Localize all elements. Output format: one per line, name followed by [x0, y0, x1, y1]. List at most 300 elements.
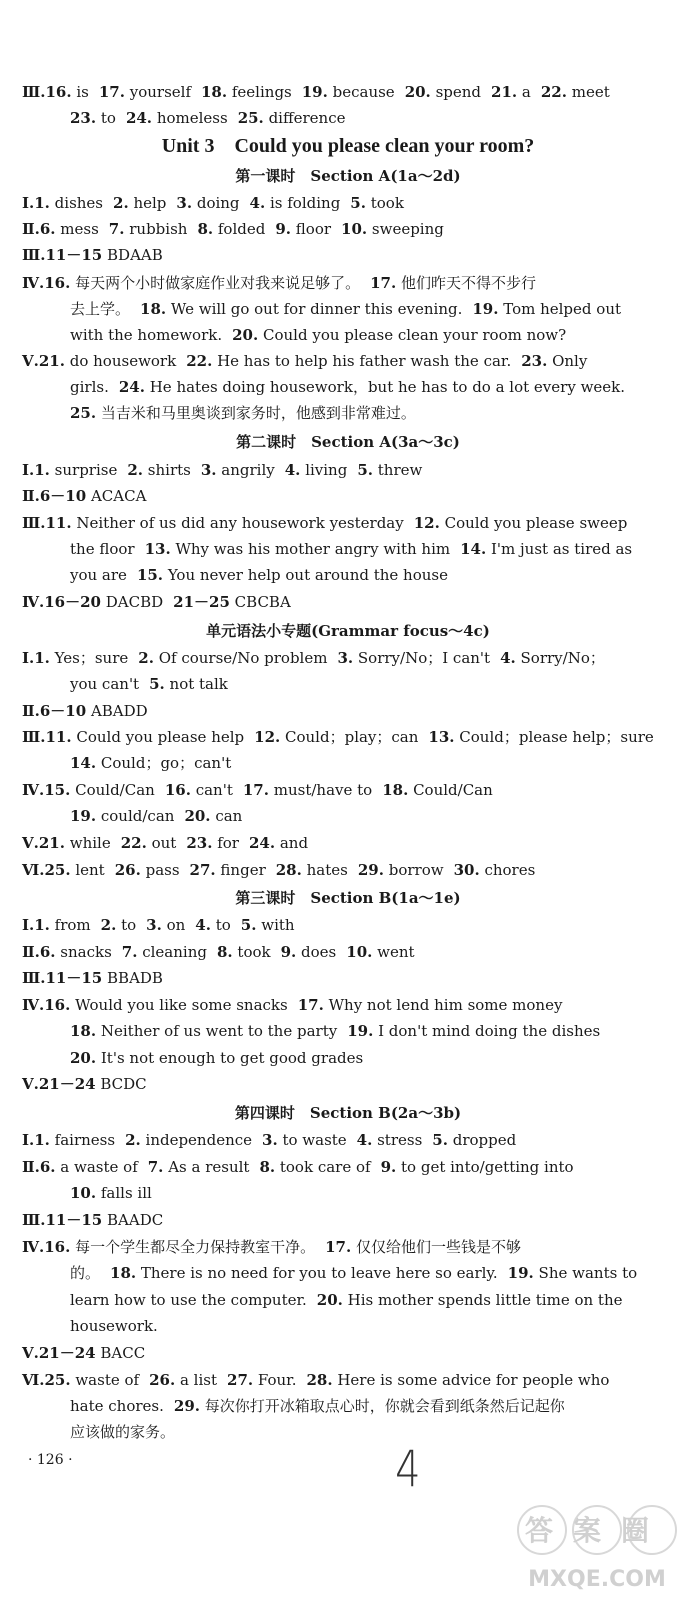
- answer-item: [306, 1371, 609, 1389]
- item-number: 10.: [341, 220, 368, 238]
- item-number: 17.: [370, 274, 397, 292]
- item-answer: doing: [192, 194, 240, 212]
- answer-line: [70, 1396, 696, 1416]
- item-number: 8.: [216, 943, 233, 961]
- answer-line: [70, 1316, 696, 1336]
- item-number: 27.: [189, 861, 216, 879]
- item-number: 3.: [200, 461, 217, 479]
- answer-item: [22, 969, 163, 987]
- item-number: 7.: [108, 220, 125, 238]
- item-answer: Here is some advice for people who: [332, 1371, 610, 1389]
- answer-item: [22, 514, 404, 532]
- answer-item: [70, 1291, 307, 1309]
- answer-item: [119, 378, 625, 396]
- item-answer: not talk: [164, 675, 228, 693]
- answer-item: [201, 461, 275, 479]
- item-answer: took: [232, 943, 271, 961]
- item-number: 19.: [70, 807, 97, 825]
- item-number: Ⅵ.25.: [22, 861, 71, 879]
- item-answer: Sorry/No；I can't: [353, 649, 491, 667]
- answer-item: [121, 834, 177, 852]
- item-number: 26.: [149, 1371, 176, 1389]
- answer-item: [186, 834, 239, 852]
- section-heading: 单元语法小专题(Grammar focus～4c): [206, 622, 490, 640]
- item-answer: Only: [547, 352, 588, 370]
- item-answer: mess: [55, 220, 99, 238]
- item-number: Ⅲ.11.: [22, 728, 72, 746]
- item-answer: fairness: [49, 1131, 116, 1149]
- answer-item: [22, 834, 111, 852]
- item-answer: Why not lend him some money: [323, 996, 563, 1014]
- item-answer: BAADC: [102, 1211, 164, 1229]
- answer-item: [521, 352, 587, 370]
- item-number: Ⅳ.16－20: [22, 593, 101, 611]
- answer-item: [298, 996, 563, 1014]
- item-answer: threw: [373, 461, 423, 479]
- answer-item: [22, 487, 146, 505]
- item-number: Ⅲ.11－15: [22, 1211, 103, 1229]
- answer-item: [238, 109, 346, 127]
- answer-line: [22, 1210, 672, 1230]
- answer-item: [276, 861, 348, 879]
- answer-item: [174, 1397, 565, 1415]
- answer-item: [173, 593, 291, 611]
- answer-item: [122, 943, 207, 961]
- item-number: 4.: [284, 461, 301, 479]
- answer-item: [432, 1131, 516, 1149]
- answer-item: [140, 300, 462, 318]
- item-number: Ⅰ.1.: [22, 649, 50, 667]
- answer-item: [145, 540, 451, 558]
- item-answer: Tom helped out: [498, 300, 622, 318]
- item-number: Ⅱ.6.: [22, 220, 56, 238]
- item-answer: Could；go；can't: [96, 754, 232, 772]
- answer-line: [22, 942, 672, 962]
- item-number: 28.: [306, 1371, 333, 1389]
- answer-line: [22, 245, 672, 265]
- item-number: 3.: [262, 1131, 278, 1149]
- answer-item: [254, 728, 418, 746]
- item-answer: BBADB: [102, 969, 163, 987]
- answer-item: [22, 728, 244, 746]
- answer-item: [201, 83, 292, 101]
- answer-line: [22, 1370, 672, 1390]
- answer-item: [302, 83, 395, 101]
- watermark-bottom-text: MXQE.COM: [528, 1567, 666, 1592]
- answer-line: [22, 460, 672, 480]
- answer-item: [110, 1264, 498, 1282]
- watermark-top-text: 答案圈: [524, 1514, 670, 1547]
- item-number: Ⅱ.6－10: [22, 702, 87, 720]
- item-answer: surprise: [49, 461, 118, 479]
- answer-item: [70, 1049, 363, 1067]
- item-number: 22.: [120, 834, 147, 852]
- answer-line: [22, 780, 672, 800]
- item-answer: can't: [190, 781, 233, 799]
- item-number: 3.: [176, 194, 193, 212]
- item-number: 18.: [201, 83, 228, 101]
- answer-item: [428, 728, 653, 746]
- item-number: Ⅳ.16.: [22, 274, 71, 292]
- item-answer: you can't: [70, 675, 140, 693]
- item-answer: Of course/No problem: [153, 649, 328, 667]
- answer-item: [22, 916, 91, 934]
- item-number: 18.: [70, 1022, 97, 1040]
- item-number: 21.: [491, 83, 518, 101]
- item-number: 23.: [186, 834, 213, 852]
- item-answer: I don't mind doing the dishes: [373, 1022, 601, 1040]
- item-number: 17.: [297, 996, 324, 1014]
- item-answer: There is no need for you to leave here so early.: [136, 1264, 498, 1282]
- item-answer: Neither of us went to the party: [96, 1022, 338, 1040]
- item-answer: dropped: [447, 1131, 517, 1149]
- answer-line: [22, 351, 672, 371]
- answer-item: [241, 916, 295, 934]
- answer-item: [22, 649, 128, 667]
- answer-line: [70, 674, 696, 694]
- answer-item: [22, 194, 103, 212]
- item-answer: you are: [70, 566, 127, 584]
- item-answer: difference: [263, 109, 346, 127]
- page-number: · 126 ·: [28, 1452, 73, 1468]
- item-answer: spend: [430, 83, 482, 101]
- item-number: 5.: [357, 461, 373, 479]
- item-number: 20.: [70, 1049, 97, 1067]
- answer-item: [22, 274, 360, 292]
- item-number: 8.: [259, 1158, 276, 1176]
- item-number: 5.: [350, 194, 366, 212]
- answer-line: [22, 486, 672, 506]
- answer-line: [70, 565, 696, 585]
- item-answer: sweeping: [367, 220, 444, 238]
- answer-line: [22, 513, 672, 533]
- item-number: 20.: [232, 326, 259, 344]
- item-number: 15.: [136, 566, 164, 584]
- item-number: Ⅱ.6.: [22, 943, 56, 961]
- item-number: Ⅴ.21－24: [22, 1344, 96, 1362]
- item-number: Ⅰ.1.: [22, 1131, 50, 1149]
- item-answer: BDAAB: [102, 246, 163, 264]
- section-heading: 第一课时 Section A(1a～2d): [235, 167, 461, 185]
- answer-item: [176, 194, 239, 212]
- item-number: 2.: [100, 916, 117, 934]
- answer-item: [22, 1211, 163, 1229]
- item-number: Ⅳ.16.: [22, 1238, 71, 1256]
- item-number: 25.: [70, 404, 97, 422]
- item-answer: CBCBA: [229, 593, 291, 611]
- item-number: 4.: [195, 916, 211, 934]
- answer-item: [70, 404, 416, 422]
- item-answer: 每天两个小时做家庭作业对我来说足够了。: [70, 274, 361, 292]
- item-number: Ⅱ.6.: [22, 1158, 56, 1176]
- answer-item: [149, 675, 228, 693]
- item-answer: Four.: [253, 1371, 297, 1389]
- answer-item: [22, 246, 163, 264]
- item-answer: angrily: [216, 461, 275, 479]
- answer-item: [500, 649, 605, 667]
- item-answer: lent: [70, 861, 105, 879]
- item-number: 30.: [453, 861, 480, 879]
- item-number: 24.: [118, 378, 145, 396]
- item-answer: pass: [140, 861, 180, 879]
- item-answer: ACACA: [86, 487, 147, 505]
- item-number: 10.: [346, 943, 373, 961]
- item-number: 19.: [507, 1264, 534, 1282]
- answer-line: [22, 1237, 672, 1257]
- item-number: 16.: [164, 781, 191, 799]
- answer-item: [358, 861, 444, 879]
- item-number: Ⅰ.1.: [22, 461, 50, 479]
- answer-line: [70, 108, 696, 128]
- item-number: Ⅵ.25.: [22, 1371, 71, 1389]
- answer-item: [70, 754, 231, 772]
- answer-line: [22, 915, 672, 935]
- item-number: 3.: [337, 649, 354, 667]
- answer-item: [149, 1371, 217, 1389]
- answer-item: [491, 83, 531, 101]
- item-number: 7.: [121, 943, 138, 961]
- item-answer: Could you please sweep: [439, 514, 628, 532]
- answer-item: [70, 1423, 175, 1441]
- answer-item: [70, 675, 139, 693]
- item-number: 29.: [357, 861, 384, 879]
- answer-item: [184, 807, 242, 825]
- item-number: 24.: [248, 834, 276, 852]
- answer-item: [405, 83, 481, 101]
- item-answer: took: [365, 194, 404, 212]
- item-number: 22.: [186, 352, 213, 370]
- answer-item: [109, 220, 188, 238]
- answer-item: [259, 1158, 370, 1176]
- item-number: 7.: [147, 1158, 164, 1176]
- answer-line: [70, 299, 696, 319]
- answer-item: [217, 943, 271, 961]
- item-answer: Could；please help；sure: [454, 728, 654, 746]
- watermark-logo: [502, 1502, 692, 1594]
- item-answer: Neither of us did any housework yesterday: [71, 514, 404, 532]
- answer-line: [70, 1021, 696, 1041]
- item-number: 18.: [110, 1264, 137, 1282]
- item-number: Ⅳ.15.: [22, 781, 71, 799]
- answer-item: [346, 943, 414, 961]
- answer-item: [317, 1291, 623, 1309]
- item-answer: learn how to use the computer.: [70, 1291, 307, 1309]
- answer-item: [70, 1184, 152, 1202]
- answer-line: [22, 1130, 672, 1150]
- answer-item: [460, 540, 632, 558]
- answer-line: [22, 273, 672, 293]
- item-number: 12.: [254, 728, 281, 746]
- answer-line: [22, 968, 672, 988]
- item-number: Ⅲ.11－15: [22, 246, 103, 264]
- item-answer: As a result: [163, 1158, 250, 1176]
- item-number: 13.: [144, 540, 171, 558]
- answer-item: [285, 461, 348, 479]
- answer-item: [70, 300, 130, 318]
- item-number: 19.: [472, 300, 499, 318]
- item-number: 2.: [127, 461, 144, 479]
- item-answer: 去上学。: [70, 300, 131, 318]
- answer-line: [22, 193, 672, 213]
- answer-line: [70, 377, 696, 397]
- item-number: 20.: [316, 1291, 343, 1309]
- answer-item: [70, 109, 116, 127]
- item-number: 3.: [146, 916, 162, 934]
- section-heading: 第三课时 Section B(1a～1e): [235, 889, 461, 907]
- answer-item: [357, 1131, 423, 1149]
- item-answer: Could；play；can: [280, 728, 419, 746]
- item-answer: with: [256, 916, 295, 934]
- answer-item: [22, 861, 105, 879]
- item-answer: 每次你打开冰箱取点心时，你就会看到纸条然后记起你: [200, 1397, 565, 1415]
- answer-line: [70, 1263, 696, 1283]
- item-answer: because: [327, 83, 395, 101]
- answer-item: [325, 1238, 521, 1256]
- item-answer: You never help out around the house: [163, 566, 448, 584]
- item-answer: folded: [213, 220, 266, 238]
- item-answer: does: [296, 943, 337, 961]
- answer-item: [243, 781, 372, 799]
- answer-item: [414, 514, 628, 532]
- answer-line: [22, 1157, 672, 1177]
- item-number: 28.: [275, 861, 302, 879]
- answer-line: [70, 1422, 696, 1442]
- item-answer: hates: [301, 861, 348, 879]
- item-answer: is folding: [265, 194, 341, 212]
- answer-line: [70, 806, 696, 826]
- item-answer: BACC: [95, 1344, 146, 1362]
- answer-item: [22, 83, 89, 101]
- item-number: Ⅳ.16.: [22, 996, 71, 1014]
- answer-line: [22, 1074, 672, 1094]
- answer-item: [126, 109, 228, 127]
- item-answer: 当吉米和马里奥谈到家务时，他感到非常难过。: [96, 404, 416, 422]
- section-heading: 第二课时 Section A(3a～3c): [236, 433, 460, 451]
- answer-item: [137, 566, 448, 584]
- item-answer: rubbish: [124, 220, 188, 238]
- answer-item: [337, 649, 490, 667]
- item-number: 24.: [125, 109, 153, 127]
- item-answer: falls ill: [96, 1184, 152, 1202]
- item-number: Ⅲ.11－15: [22, 969, 103, 987]
- item-answer: the floor: [70, 540, 135, 558]
- item-answer: His mother spends little time on the: [342, 1291, 623, 1309]
- item-number: 17.: [242, 781, 269, 799]
- item-answer: floor: [291, 220, 332, 238]
- answer-line: [70, 539, 696, 559]
- item-number: 29.: [173, 1397, 200, 1415]
- item-answer: 仅仅给他们一些钱是不够: [351, 1238, 522, 1256]
- item-number: 17.: [325, 1238, 352, 1256]
- section-heading: 第四课时 Section B(2a～3b): [234, 1104, 462, 1122]
- answer-item: [22, 461, 117, 479]
- answer-item: [70, 540, 135, 558]
- item-number: Ⅲ.11.: [22, 514, 72, 532]
- item-answer: Would you like some snacks: [70, 996, 288, 1014]
- item-number: 14.: [70, 754, 97, 772]
- answer-item: [101, 916, 137, 934]
- item-number: Ⅴ.21.: [22, 352, 65, 370]
- answer-line: [22, 1343, 672, 1363]
- item-answer: meet: [566, 83, 610, 101]
- answer-item: [22, 352, 176, 370]
- answer-item: [370, 274, 536, 292]
- item-number: 12.: [413, 514, 440, 532]
- item-answer: Could you please help: [71, 728, 245, 746]
- answer-line: [22, 592, 672, 612]
- answer-item: [127, 461, 191, 479]
- answer-item: [341, 220, 444, 238]
- item-number: Ⅱ.6－10: [22, 487, 87, 505]
- item-number: 20.: [184, 807, 211, 825]
- item-number: Ⅴ.21.: [22, 834, 65, 852]
- answer-item: [197, 220, 265, 238]
- answer-item: [262, 1131, 347, 1149]
- answer-item: [281, 943, 337, 961]
- item-answer: finger: [215, 861, 266, 879]
- answer-line: [70, 753, 696, 773]
- item-number: 18.: [382, 781, 409, 799]
- item-number: 17.: [98, 83, 125, 101]
- item-answer: He has to help his father wash the car.: [212, 352, 512, 370]
- answer-line: [70, 1290, 696, 1310]
- answer-item: [22, 702, 148, 720]
- item-answer: cleaning: [137, 943, 207, 961]
- item-answer: with the homework.: [70, 326, 223, 344]
- item-answer: Why was his mother angry with him: [170, 540, 451, 558]
- item-answer: help: [128, 194, 167, 212]
- answer-item: [22, 1131, 115, 1149]
- item-number: 2.: [125, 1131, 141, 1149]
- item-number: 20.: [404, 83, 431, 101]
- item-answer: dishes: [49, 194, 104, 212]
- item-number: 23.: [70, 109, 97, 127]
- answer-item: [70, 1022, 337, 1040]
- item-number: 8.: [197, 220, 214, 238]
- item-answer: Sorry/No；: [515, 649, 605, 667]
- answer-item: [99, 83, 191, 101]
- item-answer: to: [210, 916, 231, 934]
- answer-item: [22, 1371, 139, 1389]
- item-answer: homeless: [152, 109, 228, 127]
- item-answer: took care of: [275, 1158, 371, 1176]
- answer-line: [22, 833, 672, 853]
- answer-item: [70, 1317, 158, 1335]
- item-answer: stress: [372, 1131, 423, 1149]
- item-answer: It's not enough to get good grades: [96, 1049, 364, 1067]
- answer-line: [70, 1183, 696, 1203]
- item-answer: We will go out for dinner this evening.: [166, 300, 463, 318]
- item-answer: feelings: [227, 83, 292, 101]
- item-answer: snacks: [55, 943, 112, 961]
- item-number: 26.: [114, 861, 141, 879]
- item-answer: and: [275, 834, 309, 852]
- item-answer: for: [212, 834, 239, 852]
- item-number: 10.: [70, 1184, 97, 1202]
- item-answer: independence: [140, 1131, 253, 1149]
- item-answer: while: [64, 834, 111, 852]
- item-number: 5.: [240, 916, 257, 934]
- answer-item: [22, 1158, 138, 1176]
- answer-item: [357, 461, 422, 479]
- item-answer: housework.: [70, 1317, 158, 1335]
- item-number: 14.: [460, 540, 487, 558]
- answer-item: [195, 916, 231, 934]
- item-number: 19.: [347, 1022, 374, 1040]
- item-answer: is: [71, 83, 89, 101]
- item-answer: She wants to: [533, 1264, 638, 1282]
- answer-item: [250, 194, 341, 212]
